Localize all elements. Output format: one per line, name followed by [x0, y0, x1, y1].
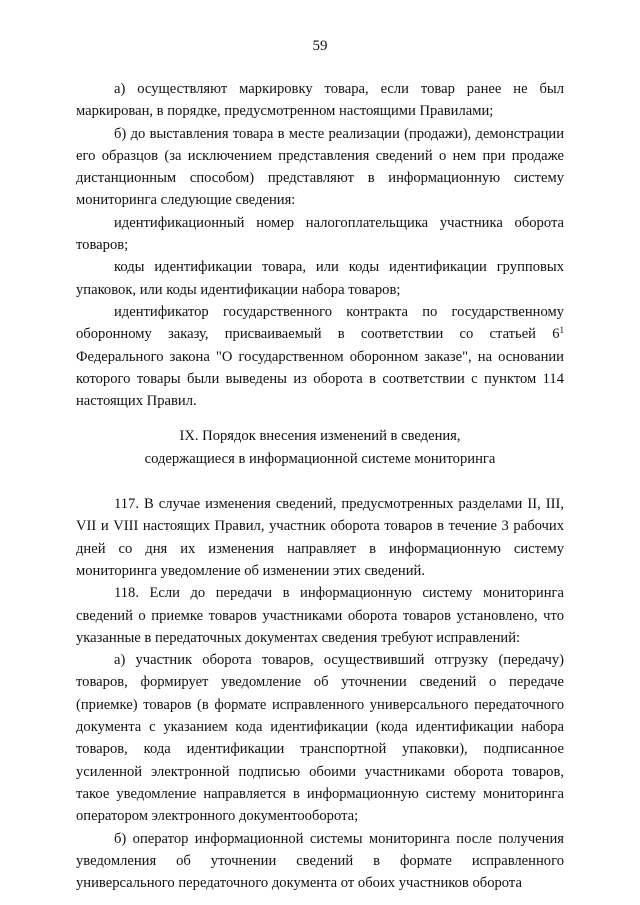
section-heading-line-1: IX. Порядок внесения изменений в сведения,: [179, 428, 461, 445]
paragraph-contract-identifier: [76, 301, 564, 412]
section-heading: [76, 425, 564, 470]
paragraph-b-before-sale: б) до выставления товара в месте реализации (продажи), демонстрации его образцов (за исключением представления сведений о нем при продаже дистанционным способом) представляют в информационную систему мониторинга следующие сведения:: [76, 125, 564, 209]
article-superscript: 1: [559, 325, 564, 336]
contract-text-before: идентификатор государственного контракта по государственному оборонному заказу, присваиваемый в соответствии со статьей 6: [76, 303, 564, 343]
paragraph-identification-codes: коды идентификации товара, или коды идентификации групповых упаковок, или коды идентификации набора товаров;: [76, 259, 564, 298]
page-number: 59: [312, 38, 328, 54]
paragraph-taxpayer-id: идентификационный номер налогоплательщика участника оборота товаров;: [76, 214, 564, 254]
paragraph-118: 118. Если до передачи в информационную систему мониторинга сведений о приемке товаров участниками оборота товаров установлено, что указанные в передаточных документах сведения требуют исправлений:: [76, 585, 564, 646]
contract-text-after: Федерального закона "О государственном оборонном заказе", на основании которого товары были выведены из оборота в соответствии с пунктом 114 настоящих Правил.: [76, 348, 564, 410]
section-heading-line-2: содержащиеся в информационной системе мониторинга: [144, 450, 496, 467]
document-body: [76, 78, 564, 894]
paragraph-117: 117. В случае изменения сведений, предусмотренных разделами II, III, VII и VIII настоящих Правил, участник оборота товаров в течение 3 рабочих дней со дня их изменения направляет в информационную систему мониторинга уведомление об изменении этих сведений.: [76, 496, 564, 579]
paragraph-118-a: а) участник оборота товаров, осуществивший отгрузку (передачу) товаров, формирует уведомление об уточнении сведений о передаче (приемке) товаров (в формате исправленного универсального передаточного документа с указанием кода идентификации (кода идентификации набора товаров, кода идентификации транспортной упаковки), подписанное усиленной электронной подписью обоими участниками оборота товаров, такое уведомление направляется в информационную систему мониторинга оператором электронного документооборота;: [76, 652, 564, 825]
paragraph-118-b: б) оператор информационной системы мониторинга после получения уведомления об уточнении сведений в формате исправленного универсального передаточного документа от обоих участников оборота: [76, 830, 564, 892]
paragraph-a-marking: а) осуществляют маркировку товара, если товар ранее не был маркирован, в порядке, предусмотренном настоящими Правилами;: [76, 81, 564, 120]
